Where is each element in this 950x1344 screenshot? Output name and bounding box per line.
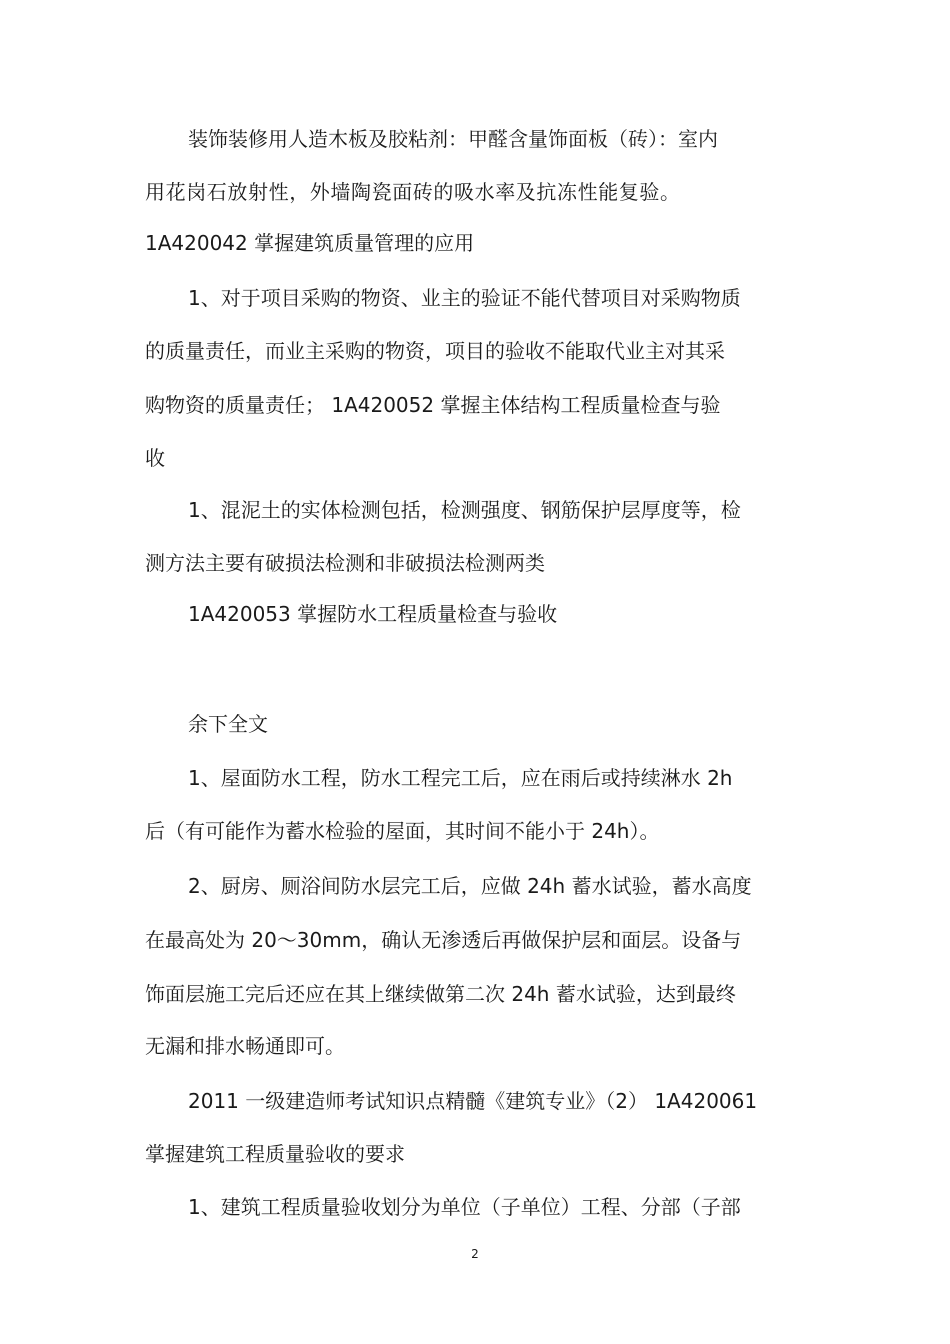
paragraph-line: 用花岗石放射性，外墙陶瓷面砖的吸水率及抗冻性能复验。	[145, 180, 681, 204]
paragraph-line: 收	[145, 446, 165, 470]
paragraph-line: 饰面层施工完后还应在其上继续做第二次 24h 蓄水试验，达到最终	[145, 982, 736, 1006]
read-more-label: 余下全文	[188, 712, 268, 736]
section-heading: 掌握建筑工程质量验收的要求	[145, 1142, 405, 1166]
page-number: 2	[471, 1247, 479, 1261]
paragraph-line: 1、混泥土的实体检测包括，检测强度、钢筋保护层厚度等，检	[188, 498, 741, 522]
paragraph-line: 2、厨房、厕浴间防水层完工后，应做 24h 蓄水试验，蓄水高度	[188, 874, 752, 898]
paragraph-line: 1、建筑工程质量验收划分为单位（子单位）工程、分部（子部	[188, 1195, 741, 1219]
paragraph-line: 1、屋面防水工程，防水工程完工后，应在雨后或持续淋水 2h	[188, 766, 733, 790]
paragraph-line: 装饰装修用人造木板及胶粘剂：甲醛含量饰面板（砖）：室内	[188, 127, 718, 151]
section-heading: 1A420053 掌握防水工程质量检查与验收	[188, 602, 558, 626]
paragraph-line: 无漏和排水畅通即可。	[145, 1034, 345, 1058]
section-heading: 1A420042 掌握建筑质量管理的应用	[145, 231, 475, 255]
paragraph-line: 2011 一级建造师考试知识点精髓《建筑专业》（2） 1A420061	[188, 1089, 758, 1113]
paragraph-line: 1、对于项目采购的物资、业主的验证不能代替项目对采购物质	[188, 286, 741, 310]
paragraph-line: 后（有可能作为蓄水检验的屋面，其时间不能小于 24h）。	[145, 819, 660, 843]
paragraph-line: 在最高处为 20～30mm，确认无渗透后再做保护层和面层。设备与	[145, 928, 742, 952]
paragraph-line: 的质量责任，而业主采购的物资，项目的验收不能取代业主对其采	[145, 339, 725, 363]
paragraph-line: 购物资的质量责任； 1A420052 掌握主体结构工程质量检查与验	[145, 393, 721, 417]
paragraph-line: 测方法主要有破损法检测和非破损法检测两类	[145, 551, 545, 575]
